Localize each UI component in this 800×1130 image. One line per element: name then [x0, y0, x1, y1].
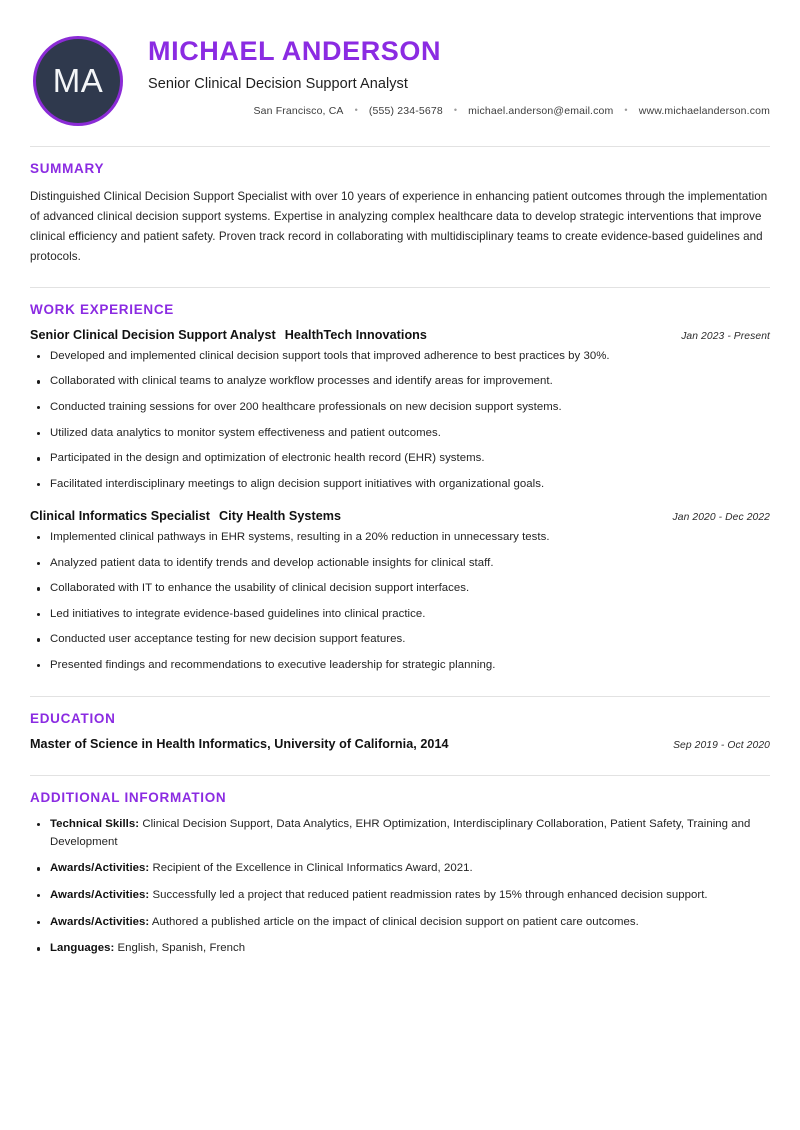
info-label: Languages:: [50, 942, 115, 955]
list-item: Utilized data analytics to monitor system effectiveness and patient outcomes.: [30, 425, 770, 442]
header-job-title: Senior Clinical Decision Support Analyst: [148, 76, 408, 93]
job-title: Senior Clinical Decision Support Analyst: [30, 327, 276, 342]
job-dates: Jan 2020 - Dec 2022: [672, 511, 770, 523]
avatar: [33, 36, 123, 126]
list-item: Participated in the design and optimization of electronic health record (EHR) systems.: [30, 450, 770, 467]
list-item: Conducted user acceptance testing for new decision support features.: [30, 631, 770, 648]
contact-separator-icon: •: [624, 104, 628, 115]
job-entry: [30, 509, 770, 674]
job-dates: Jan 2023 - Present: [681, 330, 770, 342]
job-bullets: [30, 348, 770, 493]
list-item: Facilitated interdisciplinary meetings to align decision support initiatives with organizational goals.: [30, 476, 770, 493]
additional-information-list: [30, 816, 770, 958]
list-item: [30, 816, 770, 851]
info-value: Successfully led a project that reduced patient readmission rates by 15% through enhanced decision support.: [152, 889, 708, 902]
contact-separator-icon: •: [453, 104, 458, 115]
page-title: MICHAEL ANDERSON: [148, 36, 442, 66]
section-title-work-experience: WORK EXPERIENCE: [30, 301, 175, 317]
contact-location: San Francisco, CA: [253, 105, 344, 118]
list-item: Collaborated with clinical teams to analyze workflow processes and identify areas for improvement.: [30, 373, 770, 390]
job-title: Clinical Informatics Specialist: [30, 508, 211, 523]
section-education: [30, 697, 770, 751]
section-work-experience: [30, 288, 770, 674]
job-bullets: [30, 529, 770, 674]
list-item: Collaborated with IT to enhance the usability of clinical decision support interfaces.: [30, 580, 770, 597]
section-additional-information: [30, 776, 770, 958]
info-label: Awards/Activities:: [50, 862, 150, 875]
list-item: [30, 887, 770, 905]
job-title-company: [30, 328, 427, 342]
job-title-company: [30, 509, 341, 523]
section-title-summary: SUMMARY: [30, 161, 105, 176]
contact-separator-icon: •: [354, 104, 358, 115]
avatar-initials: MA: [52, 62, 104, 99]
info-label: Awards/Activities:: [50, 915, 150, 928]
education-dates: Sep 2019 - Oct 2020: [673, 740, 770, 752]
list-item: Analyzed patient data to identify trends and develop actionable insights for clinical staff.: [30, 555, 770, 572]
info-label: Technical Skills:: [50, 818, 140, 831]
education-degree: Master of Science in Health Informatics, University of California, 2014: [30, 737, 449, 752]
list-item: [30, 914, 770, 932]
avatar-container: [30, 28, 126, 126]
list-item: Conducted training sessions for over 200 healthcare professionals on new decision support systems.: [30, 399, 770, 416]
job-header: [30, 328, 770, 342]
contact-line: [148, 105, 770, 117]
contact-phone[interactable]: (555) 234-5678: [368, 105, 443, 118]
resume-header: [30, 0, 770, 136]
summary-text: Distinguished Clinical Decision Support Specialist with over 10 years of experience in enhancing patient outcomes through the implementation of advanced clinical decision support systems. Expertise in analyzing complex healthcare data to develop strategic interventions that improve clinical efficiency and patient safety. Proven track record in collaborating with multidisciplinary teams to create evidence-based guidelines and protocols.: [30, 190, 768, 263]
section-title-additional-information: ADDITIONAL INFORMATION: [30, 790, 227, 806]
info-value: Authored a published article on the impact of clinical decision support on patient care outcomes.: [151, 915, 639, 928]
list-item: [30, 860, 770, 878]
list-item: Developed and implemented clinical decision support tools that improved adherence to best practices by 30%.: [30, 348, 770, 365]
info-label: Awards/Activities:: [50, 889, 150, 902]
section-summary: [30, 147, 770, 267]
contact-website[interactable]: www.michaelanderson.com: [638, 105, 770, 118]
section-title-education: EDUCATION: [30, 711, 116, 727]
list-item: Implemented clinical pathways in EHR systems, resulting in a 20% reduction in unnecessary tests.: [30, 529, 770, 546]
contact-email[interactable]: michael.anderson@email.com: [468, 105, 614, 118]
job-entry: [30, 328, 770, 493]
job-company: City Health Systems: [219, 508, 342, 523]
info-value: Recipient of the Excellence in Clinical Informatics Award, 2021.: [152, 862, 473, 875]
list-item: Led initiatives to integrate evidence-based guidelines into clinical practice.: [30, 606, 770, 623]
list-item: Presented findings and recommendations to executive leadership for strategic planning.: [30, 657, 770, 674]
job-company: HealthTech Innovations: [284, 327, 427, 342]
list-item: [30, 940, 770, 958]
info-value: Clinical Decision Support, Data Analytics, EHR Optimization, Interdisciplinary Collaboration, Patient Safety, Training and Development: [50, 818, 751, 848]
education-entry: [30, 737, 770, 751]
job-header: [30, 509, 770, 523]
info-value: English, Spanish, French: [117, 942, 246, 955]
header-main: [126, 28, 770, 117]
